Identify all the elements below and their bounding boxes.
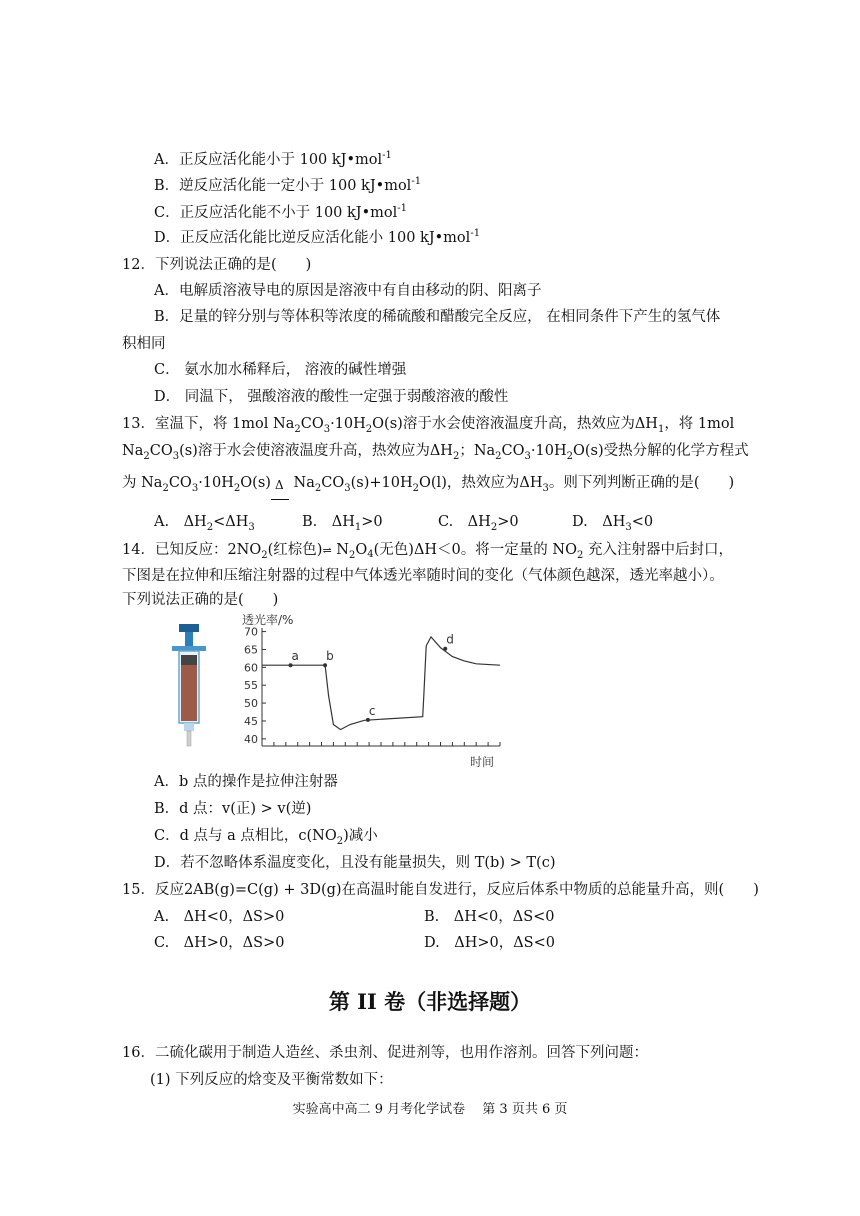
- q15-stem: 15．反应2AB(g)=C(g) + 3D(g)在高温时能自发进行，反应后体系中物质的总能量升高，则( ): [122, 882, 759, 898]
- q15-option-d: D. ΔH>0，ΔS<0: [424, 935, 555, 951]
- q11-option-a: A．正反应活化能小于 100 kJ•mol$^{-1}$: [154, 150, 392, 168]
- y-tick-label: 40: [244, 732, 258, 746]
- syringe-tip: [184, 723, 194, 731]
- q12-option-b: B．足量的锌分别与等体积等浓度的稀硫酸和醋酸完全反应， 在相同条件下产生的氢气体: [154, 309, 721, 325]
- y-tick-label: 50: [244, 697, 258, 711]
- transmittance-chart: [226, 612, 510, 772]
- syringe-illustration: [168, 622, 212, 748]
- q12-option-d: D． 同温下， 强酸溶液的酸性一定强于弱酸溶液的酸性: [154, 389, 509, 405]
- q12-stem: 12．下列说法正确的是( ): [122, 257, 312, 273]
- q13-option-d: D. $\Delta H_3<0$: [572, 514, 654, 533]
- point-label-c: c: [368, 703, 376, 718]
- q16-sub1: (1) 下列反应的焓变及平衡常数如下：: [150, 1072, 393, 1088]
- y-tick-label: 65: [244, 643, 258, 657]
- q12-option-b-cont: 积相同: [122, 336, 166, 352]
- q13-option-b: B. $\Delta H_1>0$: [302, 514, 383, 533]
- syringe-plunger-cap: [179, 624, 199, 632]
- y-tick-label: 55: [244, 679, 258, 693]
- q15-option-a: A. ΔH<0，ΔS>0: [154, 909, 285, 925]
- point-label-d: d: [446, 632, 454, 647]
- point-d: [443, 647, 447, 651]
- q13-line-1: 13．室温下，将 1mol $Na_2CO_3\cdot 10H_2O(s)$溶于水会使溶液温度升高，热效应为$\Delta H_1$，将 1mol: [122, 416, 735, 435]
- q14-line-3: 下列说法正确的是( ): [122, 592, 279, 608]
- q11-option-b: B．逆反应活化能一定小于 100 kJ•mol$^{-1}$: [154, 176, 422, 194]
- q16-stem: 16．二硫化碳用于制造人造丝、杀虫剂、促进剂等，也用作溶剂。回答下列问题：: [122, 1045, 648, 1061]
- q13-option-c: C. $\Delta H_2>0$: [438, 514, 519, 533]
- q14-option-b: B．d 点：v(正) > v(逆): [154, 801, 312, 817]
- y-tick-label: 45: [244, 714, 258, 728]
- y-axis-label: 透光率/%: [242, 613, 294, 627]
- q14-line-1: 14．已知反应：$2NO_2$(红棕色)⇌ $N_2O_4$(无色)ΔH＜0。将一定量的 $NO_2$ 充入注射器中后封口，: [122, 542, 733, 561]
- q11-option-c: C．正反应活化能不小于 100 kJ•mol$^{-1}$: [154, 203, 408, 221]
- section-title: 第 II 卷（非选择题）: [328, 989, 532, 1014]
- point-c: [366, 718, 370, 722]
- point-b: [323, 663, 327, 667]
- syringe-needle: [187, 731, 191, 746]
- q13-line-2: $Na_2CO_3(s)$溶于水会使溶液温度升高，热效应为$\Delta H_2$；$Na_2CO_3\cdot 10H_2O(s)$受热分解的化学方程式: [122, 443, 749, 462]
- point-label-b: b: [326, 649, 334, 664]
- q12-option-c: C． 氨水加水稀释后， 溶液的碱性增强: [154, 362, 407, 378]
- y-tick-label: 70: [244, 625, 258, 639]
- q12-option-a: A．电解质溶液导电的原因是溶液中有自由移动的阴、阳离子: [154, 283, 542, 299]
- q14-option-c: C．d 点与 a 点相比，$c(NO_2)$减小: [154, 828, 378, 847]
- q15-option-c: C. ΔH>0，ΔS>0: [154, 935, 285, 951]
- q15-option-b: B. ΔH<0，ΔS<0: [424, 909, 555, 925]
- q14-option-d: D．若不忽略体系温度变化，且没有能量损失，则 T(b) > T(c): [154, 855, 556, 871]
- point-a: [289, 663, 293, 667]
- q14-line-2: 下图是在拉伸和压缩注射器的过程中气体透光率随时间的变化（气体颜色越深，透光率越小）。: [122, 568, 724, 584]
- point-label-a: a: [291, 649, 299, 664]
- x-axis-label: 时间: [470, 755, 495, 769]
- page-footer: 实验高中高二 9 月考化学试卷 第 3 页共 6 页: [292, 1102, 568, 1117]
- q13-option-a: A. $\Delta H_2<\Delta H_3$: [154, 514, 255, 533]
- syringe-plunger-rod: [185, 632, 193, 646]
- syringe-gas: [181, 665, 197, 721]
- syringe-piston: [181, 655, 197, 665]
- q11-option-d: D．正反应活化能比逆反应活化能小 100 kJ•mol$^{-1}$: [154, 228, 481, 246]
- q13-line-3: 为 $Na_2CO_3\cdot 10H_2O(s)$ Δ $Na_2CO_3(s)+10H_2O(l)$，热效应为$\Delta H_3$。则下列判断正确的是( ): [122, 473, 734, 493]
- q14-option-a: A．b 点的操作是拉伸注射器: [154, 774, 338, 790]
- y-tick-label: 60: [244, 661, 258, 675]
